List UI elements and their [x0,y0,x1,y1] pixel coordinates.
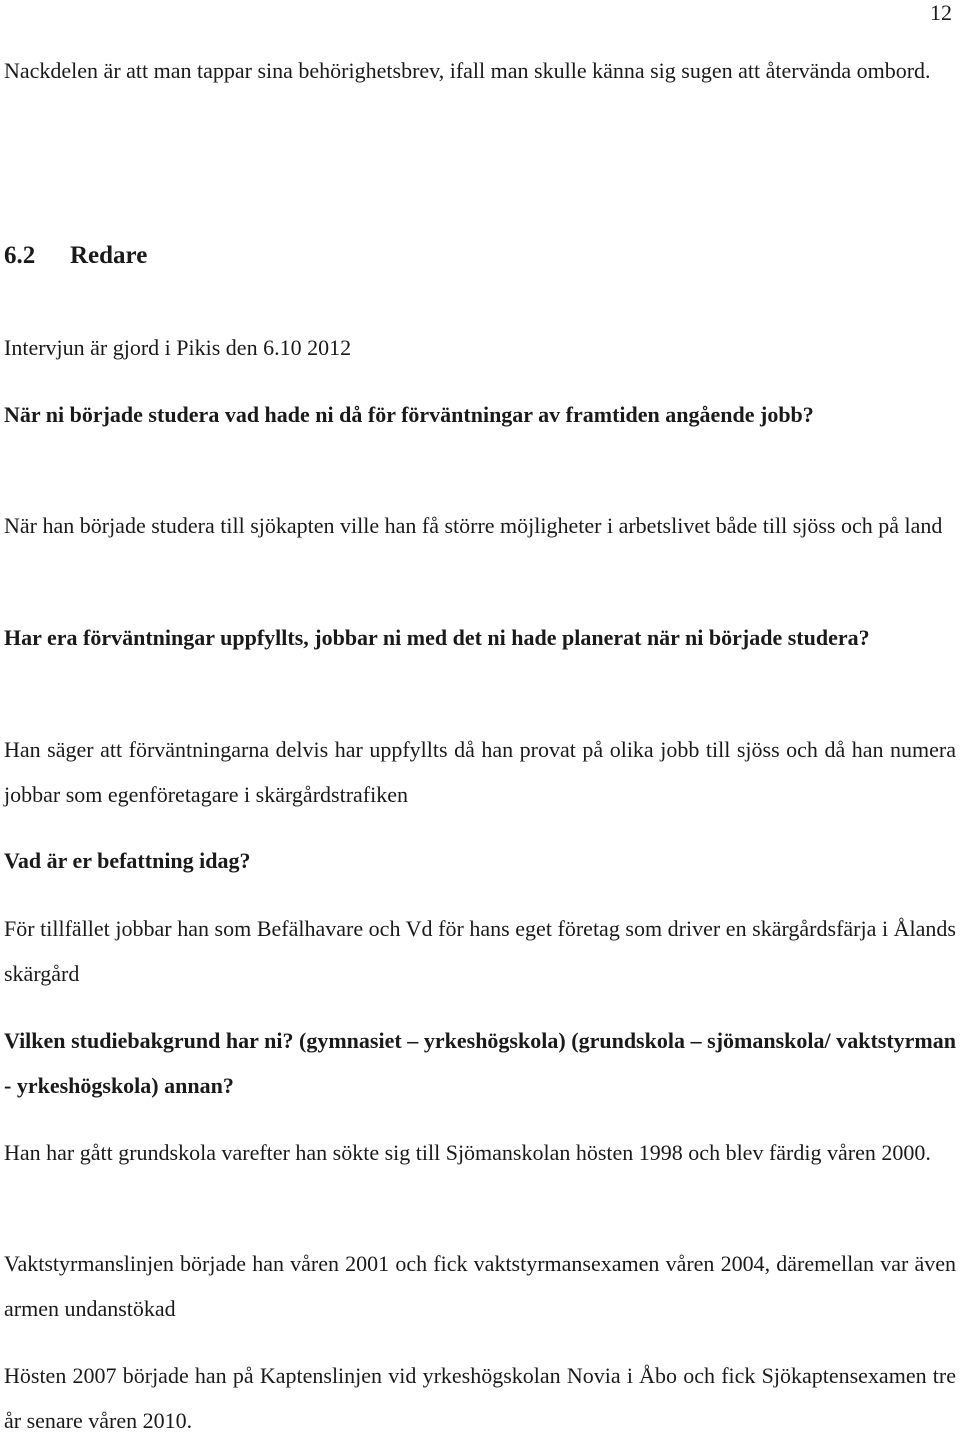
section-title: Redare [70,242,148,269]
paragraph-kaptenslinjen: Hösten 2007 började han på Kaptenslinjen vid yrkeshögskolan Novia i Åbo och fick Sjökaptensexamen tre år senare våren 2010. [4,1363,956,1433]
page-number: 12 [930,0,952,25]
question-1: När ni började studera vad hade ni då för förväntningar av framtiden angående jobb? [4,402,814,427]
paragraph-vaktstyrman: Vaktstyrmanslinjen började han våren 2001 och fick vaktstyrmansexamen våren 2004, däremellan var även armen undanstökad [4,1251,956,1321]
question-3: Vad är er befattning idag? [4,848,251,873]
answer-3: För tillfället jobbar han som Befälhavare och Vd för hans eget företag som driver en skärgårdsfärja i Ålands skärgård [4,916,956,986]
question-4: Vilken studiebakgrund har ni? (gymnasiet – yrkeshögskola) (grundskola – sjömanskola/ vaktstyrman - yrkeshögskola) annan? [4,1028,956,1098]
answer-1: När han började studera till sjökapten ville han få större möjligheter i arbetslivet både till sjöss och på land [4,513,943,538]
section-heading [4,236,147,276]
section-number: 6.2 [4,242,36,269]
answer-4: Han har gått grundskola varefter han sökte sig till Sjömanskolan hösten 1998 och blev färdig våren 2000. [4,1140,931,1165]
intro-paragraph: Nackdelen är att man tappar sina behörighetsbrev, ifall man skulle känna sig sugen att återvända ombord. [4,58,931,83]
answer-2: Han säger att förväntningarna delvis har uppfyllts då han provat på olika jobb till sjöss och då han numera jobbar som egenföretagare i skärgårdstrafiken [4,737,956,807]
question-2: Har era förväntningar uppfyllts, jobbar ni med det ni hade planerat när ni började studera? [4,625,870,650]
interview-note: Intervjun är gjord i Pikis den 6.10 2012 [4,335,352,360]
